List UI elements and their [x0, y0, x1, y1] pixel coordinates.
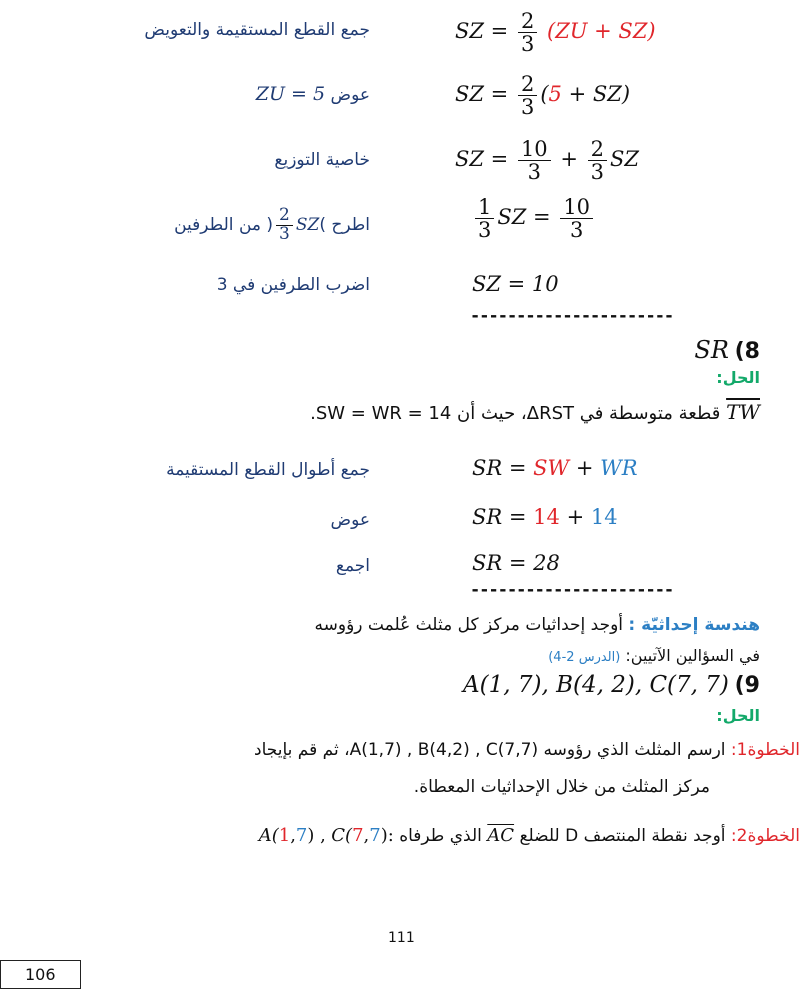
q9-step-1-cont: مركز المثلث من خلال الإحداثيات المعطاة. — [413, 777, 710, 797]
q9-solution-label: الحل: — [716, 706, 760, 725]
eq-sz-4: $\frac{1}{3}$ SZ = $\frac{10}{3}$ — [472, 196, 596, 241]
page-number-center: 111 — [388, 930, 415, 946]
step-desc-1: جمع القطع المستقيمة والتعويض — [144, 20, 370, 40]
divider-1: ---------------------- — [470, 306, 674, 326]
eq-sz-1: SZ = $\frac{2}{3}$ (ZU + SZ) — [455, 9, 656, 57]
page-number-box: 106 — [0, 960, 81, 989]
q8-eq-2: SR = 14 + 14 — [472, 505, 618, 529]
q8-step-desc-3: اجمع — [335, 556, 370, 576]
coord-instruction: هندسة إحداثيّة : أوجد إحداثيات مركز كل مثلث عُلمت رؤوسه — [314, 615, 760, 635]
coord-instruction-2: في السؤالين الآتيين: (الدرس 2-4) — [548, 646, 760, 665]
eq-sz-3: SZ = $\frac{10}{3}$ + $\frac{2}{3}$ SZ — [455, 137, 640, 185]
eq-sz-2: SZ = $\frac{2}{3}$ (5 + SZ) — [455, 72, 631, 120]
divider-2: ---------------------- — [470, 580, 674, 600]
question-9-header: A(1, 7), B(4, 2), C(7, 7) (9 — [463, 672, 760, 698]
q9-step-2: الخطوة2: أوجد نقطة المنتصف D للضلع AC الذي طرفاه C(7,7): A(1,7) , — [258, 825, 800, 846]
q8-step-desc-2: عوض — [330, 510, 370, 530]
step-desc-5: اضرب الطرفين في 3 — [216, 275, 370, 295]
q8-eq-3: SR = 28 — [472, 551, 560, 575]
step-desc-2: ZU = 5 عوض — [255, 83, 370, 105]
step-desc-4: من الطرفين ) $\frac{2}{3}$ SZ( اطرح — [174, 205, 370, 244]
q8-solution-label: الحل: — [716, 368, 760, 387]
q9-step-1: الخطوة1: ارسم المثلث الذي رؤوسه A(1,7) , B(4,2) , C(7,7)، ثم قم بإيجاد — [254, 740, 800, 760]
q8-statement: TW قطعة متوسطة في ΔRST، حيث أن SW = WR = 14. — [310, 400, 760, 424]
step-desc-3: خاصية التوزيع — [274, 150, 370, 170]
question-8-header: SR (8 — [694, 336, 760, 364]
q8-eq-1: SR = SW + WR — [472, 456, 638, 480]
q8-step-desc-1: جمع أطوال القطع المستقيمة — [166, 460, 370, 480]
eq-sz-5: SZ = 10 — [472, 272, 559, 296]
